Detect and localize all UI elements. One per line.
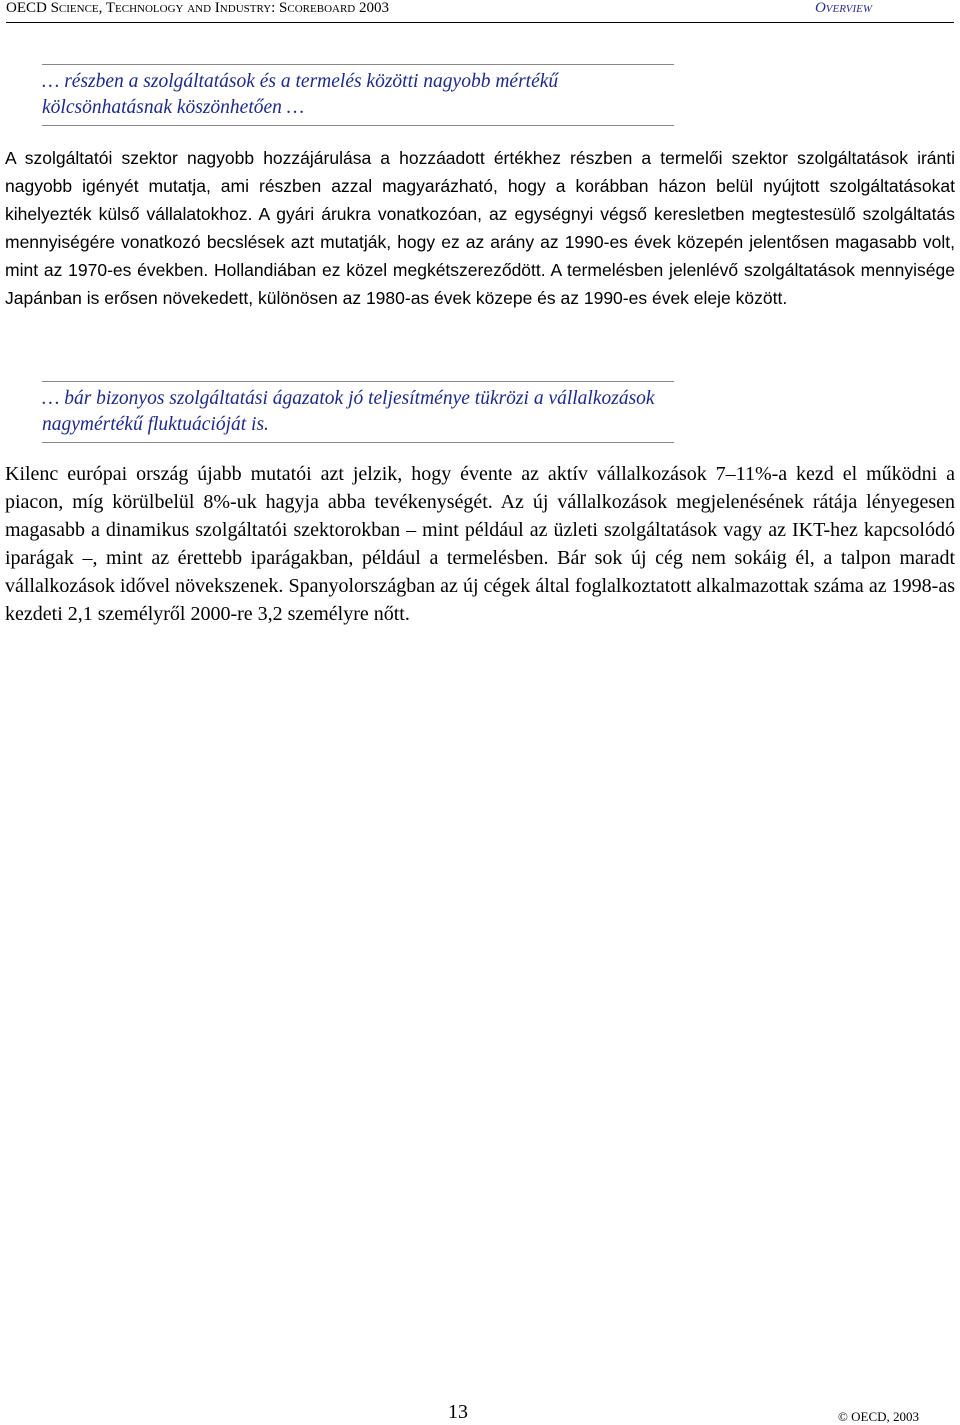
pull-quote-text: … bár bizonyos szolgáltatási ágazatok jó teljesítménye tükrözi a vállalkozások nagymértékű fluktuációját is. [42, 388, 655, 435]
pull-quote-bottom-rule [42, 125, 674, 126]
pull-quote-bottom-rule [42, 442, 674, 443]
body-paragraph-1: A szolgáltatói szektor nagyobb hozzájárulása a hozzáadott értékhez részben a termelői szektor szolgáltatások iránti nagyobb igényét mutatja, ami részben azzal magyarázható, hogy a korábban házon belül nyújtott szolgáltatásokat kihelyezték külső vállalatokhoz. A gyári árukra vonatkozóan, az egységnyi végső keresletben megtestesülő szolgáltatás mennyiségére vonatkozó becslések azt mutatják, hogy ez az arány az 1990-es évek közepén jelentősen magasabb volt, mint az 1970-es években. Hollandiában ez közel megkétszereződött. A termelésben jelenlévő szolgáltatások mennyisége Japánban is erősen növekedett, különösen az 1980-as évek közepe és az 1990-es évek eleje között. [5, 148, 955, 308]
pull-quote-1 [42, 64, 674, 126]
header-rule [6, 22, 954, 23]
page-number: 13 [448, 1401, 468, 1423]
header-publication-title: OECD Science, Technology and Industry: Scoreboard 2003 [6, 0, 389, 16]
pull-quote-2 [42, 381, 674, 443]
copyright-notice: © OECD, 2003 [838, 1409, 920, 1424]
body-paragraph-2: Kilenc európai ország újabb mutatói azt jelzik, hogy évente az aktív vállalkozások 7–11%-a kezd el működni a piacon, míg körülbelül 8%-uk hagyja abba tevékenységét. Az új vállalkozások megjelenésének rátája lényegesen magasabb a dinamikus szolgáltatói szektorokban – mint például az üzleti szolgáltatások vagy az IKT-hez kapcsolódó iparágak –, mint az érettebb iparágakban, például a termelésben. Bár sok új cég nem sokáig él, a talpon maradt vállalkozások idővel növekszenek. Spanyolországban az új cégek által foglalkoztatott alkalmazottak száma az 1998-as kezdeti 2,1 személyről 2000-re 3,2 személyre nőtt. [5, 463, 955, 625]
pull-quote-text: … részben a szolgáltatások és a termelés közötti nagyobb mértékű kölcsönhatásnak köszönhetően … [42, 71, 559, 118]
running-header [6, 0, 954, 22]
header-section-title: Overview [814, 0, 872, 16]
